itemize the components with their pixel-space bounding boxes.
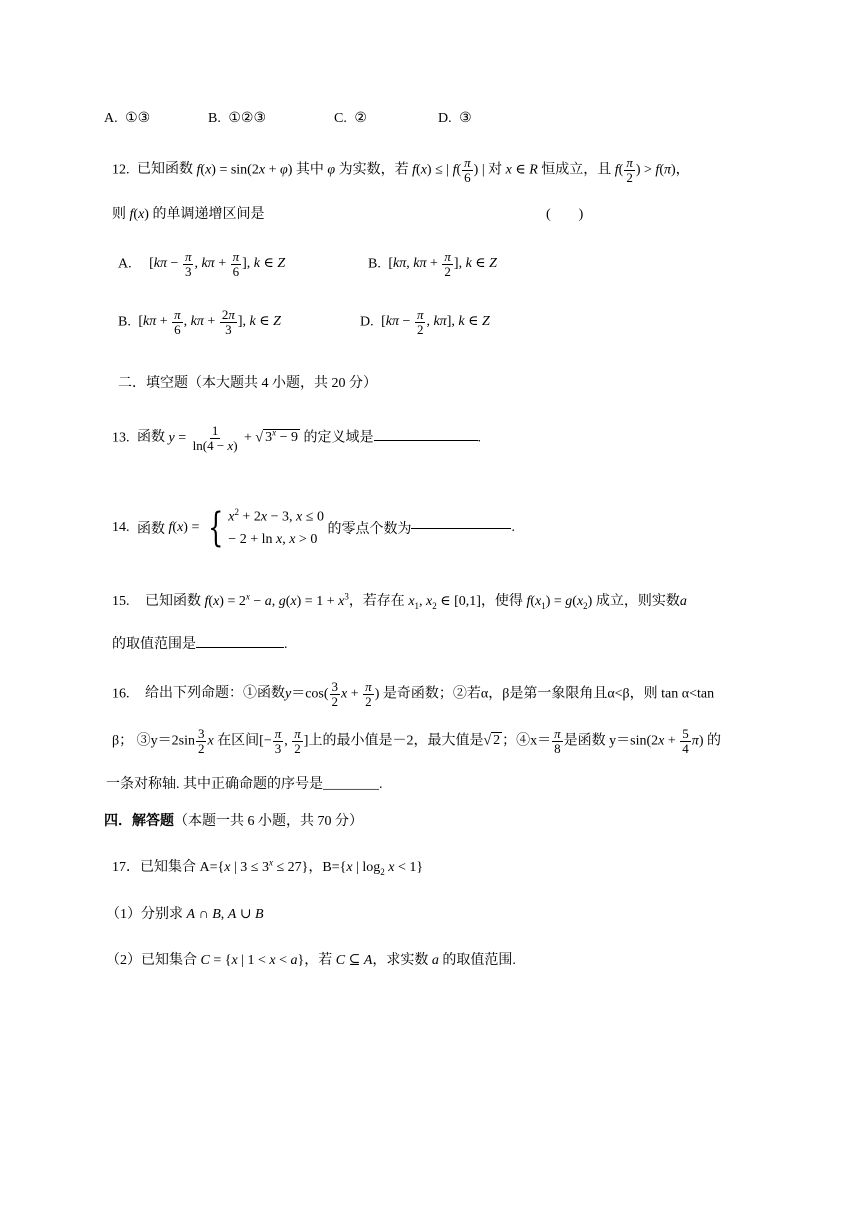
q12-func-formula: f xyxy=(196,162,201,178)
q12-option-c: B. [kπ + $\frac{\pi}{6}$ , kπ + $\frac{2\pi}{3}$ ], k ∈ Z xyxy=(118,307,281,337)
q17-text: ，若 xyxy=(304,953,333,968)
q14-answer-blank[interactable] xyxy=(411,528,511,529)
fraction: $\frac{\pi}{2}$ xyxy=(365,679,372,709)
q15-line1: 15. 已知函数 $f(x) = 2^x - a$, $g(x) = 1 + x^3$，若存在 $x_1$, $x_2$ ∈ [0,1]，使得 $f(x_1) = g(x_2)$ 成立，则实数a xyxy=(112,591,687,611)
q12-line2: 则 f(x) 的单调递增区间是 xyxy=(112,207,265,222)
q16-line3: 一条对称轴. 其中正确命题的序号是________. xyxy=(106,777,383,792)
q16-number: 16. xyxy=(112,686,130,702)
q14-text: 的零点个数为 xyxy=(327,522,412,538)
q12-line2-text: 则 xyxy=(112,207,126,222)
q17-part2: （2）已知集合 C = {x | 1 < x < a}，若 C ⊆ A，求实数 a 的取值范围. xyxy=(106,953,516,968)
fraction: $\frac{\pi}{6}$ xyxy=(174,307,181,337)
q11-option-c-text: ② xyxy=(354,111,367,126)
q14-text: 函数 xyxy=(137,522,165,538)
fraction: $\frac{\pi}{2}$ xyxy=(444,249,451,279)
q12-number: 12. xyxy=(112,162,130,178)
section-answer-title xyxy=(104,810,363,830)
q17-text: 的取值范围. xyxy=(442,953,516,968)
section-answer-head: 四．解答题 xyxy=(104,814,174,829)
fraction: $\frac{\pi}{3}$ xyxy=(274,726,282,756)
q11-option-c-key: C. xyxy=(334,111,347,126)
piecewise-function: { $x^2 + 2x - 3$, x ≤ 0 − 2 + ln x, x > 0 xyxy=(207,505,324,552)
q11-option-c xyxy=(334,110,367,127)
q12-option-a: A. [kπ − $\frac{\pi}{3}$ , kπ + $\frac{\pi}{6}$ ], k ∈ Z xyxy=(118,249,286,279)
fraction: $\frac{\pi}{3}$ xyxy=(184,249,192,279)
q13-text: 的定义域是 xyxy=(303,430,374,446)
q11-option-d-key: D. xyxy=(438,111,452,126)
q16-text: β； ③y＝2sin xyxy=(112,733,195,749)
q11-option-d xyxy=(438,110,472,127)
q13-text: 函数 xyxy=(137,430,165,446)
q16-text: ；④x＝ xyxy=(502,733,552,749)
fraction: $\frac{2\pi}{3}$ xyxy=(221,307,235,337)
q12-option-d: D. [kπ − $\frac{\pi}{2}$ , kπ], k ∈ Z xyxy=(360,307,490,337)
q15-text: 的取值范围是 xyxy=(112,637,196,652)
q11-option-d-text: ③ xyxy=(459,111,472,126)
q11-option-a-text: ①③ xyxy=(125,111,151,126)
q12-stem-text: 对 xyxy=(488,162,503,178)
fraction: $\frac{3}{2}$ xyxy=(331,679,339,709)
q15-number: 15. xyxy=(112,594,130,609)
q15-text: . xyxy=(284,637,288,652)
q17-number: 17． xyxy=(112,860,140,875)
q15-text: ，若存在 xyxy=(348,594,405,609)
fraction: $\frac{\pi}{2}$ xyxy=(626,155,633,185)
fraction: $\frac{\pi}{8}$ xyxy=(554,726,561,756)
q12-option-c-key: B. xyxy=(118,314,131,330)
fraction: $\frac{3}{2}$ xyxy=(197,726,205,756)
q17-text: ，求实数 xyxy=(372,953,429,968)
q13-text: . xyxy=(477,430,482,446)
q12-line1: 12. 已知函数 f(x) = sin(2x + φ) 其中 φ 为实数，若 f(x) ≤ | f( $\frac{\pi}{6}$ ) | 对 x ∈ R 恒成立，且 f( $\frac{\pi}{2}$ ) > f(π)， xyxy=(112,155,690,185)
q15-answer-blank[interactable] xyxy=(196,647,284,648)
q15-line2 xyxy=(112,633,288,653)
fraction: $\frac{\pi}{2}$ xyxy=(416,307,424,337)
q12-stem-text: 已知函数 xyxy=(137,162,193,178)
q12-stem-text: 其中 xyxy=(295,162,324,178)
q15-text: 成立，则实数 xyxy=(595,594,680,609)
q11-option-b-text: ①②③ xyxy=(228,111,266,126)
q14: 14. 函数 f(x) = { $x^2 + 2x - 3$, x ≤ 0 − 2 + ln x, x > 0 的零点个数为 . xyxy=(112,505,515,552)
fraction: $\frac{\pi}{6}$ xyxy=(464,155,471,185)
q15-text: 已知函数 xyxy=(145,594,201,609)
q16-text: ]上的最小值是－2，最大值是 xyxy=(303,733,484,749)
fraction: $\frac{1}{\ln(4 - x)}$ xyxy=(192,423,238,453)
q14-number: 14. xyxy=(112,520,130,536)
q16-text: 的 xyxy=(706,733,721,749)
fraction: $\frac{\pi}{2}$ xyxy=(294,726,301,756)
q17-text: 已知集合 A= xyxy=(140,860,218,875)
q15-text: ，使得 xyxy=(480,594,523,609)
q12-stem-text: 恒成立，且 xyxy=(541,162,612,178)
section-fill-blank-title: 二．填空题（本大题共 4 小题，共 20 分） xyxy=(118,376,377,391)
q12-option-b: B. [kπ, kπ + $\frac{\pi}{2}$ ], k ∈ Z xyxy=(368,249,497,279)
q16-text: 是函数 y＝sin xyxy=(563,733,647,749)
q16-line2: β； ③y＝2sin $\frac{3}{2}$ x 在区间[− $\frac{\pi}{3}$ , $\frac{\pi}{2}$ ]上的最小值是－2，最大值是√ 2 ；④x＝ $\frac{\pi}{8}$ 是函数 y＝sin(2x + $\frac{5}{4}$ π) 的 xyxy=(112,726,721,756)
q17-part1: （1）分别求 A ∩ B, A ∪ B xyxy=(106,907,264,922)
q16-text: 是奇函数；②若α，β是第一象限角且α<β，则 tan α<tan xyxy=(382,686,715,702)
section-answer-sub: （本题一共 6 小题，共 70 分） xyxy=(174,814,363,829)
q12-line2-text: 的单调递增区间是 xyxy=(152,207,265,222)
q12-answer-paren: ( ) xyxy=(546,207,584,222)
q13-number: 13. xyxy=(112,430,130,446)
q11-option-b xyxy=(208,110,266,127)
fraction: $\frac{5}{4}$ xyxy=(682,726,689,756)
q17-text: ，B= xyxy=(308,860,340,875)
q12-stem-text: 为实数，若 xyxy=(338,162,409,178)
q12-option-d-key: D. xyxy=(360,314,374,330)
q17-text: （2）已知集合 xyxy=(106,953,197,968)
q13: 13. 函数 y = $\frac{1}{\ln(4 - x)}$ + √ $3^x - 9$ 的定义域是 . xyxy=(112,423,482,453)
fraction: $\frac{\pi}{6}$ xyxy=(232,249,240,279)
q11-option-b-key: B. xyxy=(208,111,221,126)
q11-option-a-key: A. xyxy=(104,111,118,126)
q11-option-a xyxy=(104,110,150,127)
q17-text: （1）分别求 xyxy=(106,907,183,922)
q16-line1: 16. 给出下列命题：①函数y＝cos( $\frac{3}{2}$ x + $\frac{\pi}{2}$ ) 是奇函数；②若α，β是第一象限角且α<β，则 tan α<tan xyxy=(112,679,715,709)
q12-option-b-key: B. xyxy=(368,256,381,272)
q14-text: . xyxy=(511,520,515,536)
q13-answer-blank[interactable] xyxy=(374,440,478,441)
q16-text: 给出下列命题：①函数 xyxy=(145,686,285,702)
q12-option-a-key: A. xyxy=(118,256,132,272)
q16-text: 在区间[− xyxy=(217,733,272,749)
q17: 17．已知集合 A={x | $3 \le 3^x \le 27$}，B={x | $\log_2 x < 1$} xyxy=(112,857,424,877)
